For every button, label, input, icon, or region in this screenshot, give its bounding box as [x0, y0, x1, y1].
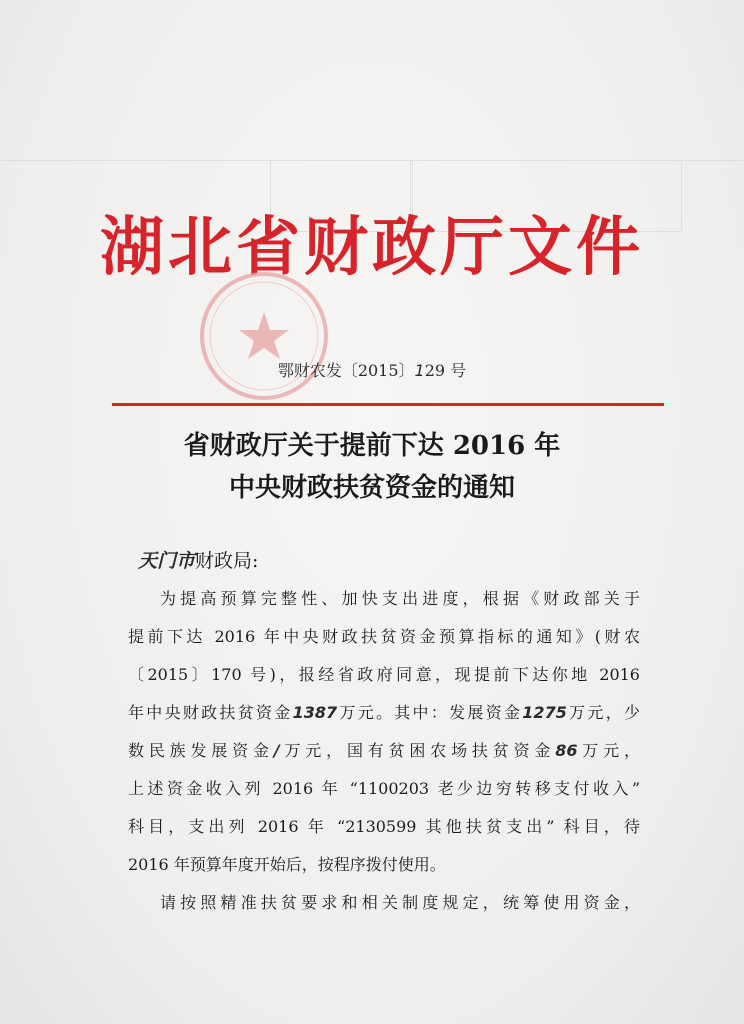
doc-number-handwritten-mark: 1: [414, 361, 425, 380]
body-line: 请按照精准扶贫要求和相关制度规定，统筹使用资金，: [160, 893, 640, 912]
body-text-segment: 万元，: [577, 741, 640, 760]
document-number: [0, 358, 744, 381]
body-text-segment: 万元。其中：发展资金: [337, 703, 523, 722]
addressee: [138, 546, 258, 573]
body-text-segment: 万元，国有贫困农场扶贫资金: [279, 741, 556, 760]
addressee-printed: 财政局:: [195, 550, 259, 572]
body-line: 〔2015〕170 号)，报经省政府同意，现提前下达你地 2016: [128, 665, 640, 684]
document-header-title: 湖北省财政厅文件: [100, 211, 644, 285]
body-line: 上述资金收入列 2016 年 “1100203 老少边穷转移支付收入”: [128, 779, 640, 798]
handwritten-development-amount: 1275: [522, 703, 567, 722]
show-through-line: [0, 160, 744, 162]
subject-line-1: 省财政厅关于提前下达 2016 年: [183, 431, 561, 461]
document-body: [128, 580, 640, 922]
addressee-handwritten-name: 天门市: [138, 550, 196, 572]
body-text-segment: 万元，少: [566, 703, 640, 722]
subject-line-2: 中央财政扶贫资金的通知: [228, 473, 515, 503]
body-line: [128, 694, 640, 732]
handwritten-minority-amount: /: [273, 741, 280, 760]
handwritten-total-amount: 1387: [292, 703, 338, 722]
body-line: 2016 年预算年度开始后，按程序拨付使用。: [128, 855, 446, 874]
body-line: 提前下达 2016 年中央财政扶贫资金预算指标的通知》(财农: [128, 627, 640, 646]
body-line: 为提高预算完整性、加快支出进度，根据《财政部关于: [160, 589, 640, 608]
body-line: 科目，支出列 2016 年 “2130599 其他扶贫支出” 科目，待: [128, 817, 640, 836]
body-line: [128, 732, 640, 770]
doc-number-prefix: 鄂财农发〔2015〕: [277, 361, 415, 380]
doc-number-suffix: 29 号: [424, 361, 467, 380]
header-red-divider: [112, 403, 664, 406]
official-seal-icon: [196, 268, 332, 404]
handwritten-farm-amount: 86: [555, 741, 578, 760]
body-text-segment: 年中央财政扶贫资金: [128, 703, 293, 722]
body-text-segment: 数民族发展资金: [128, 741, 274, 760]
document-subject: [0, 425, 744, 509]
